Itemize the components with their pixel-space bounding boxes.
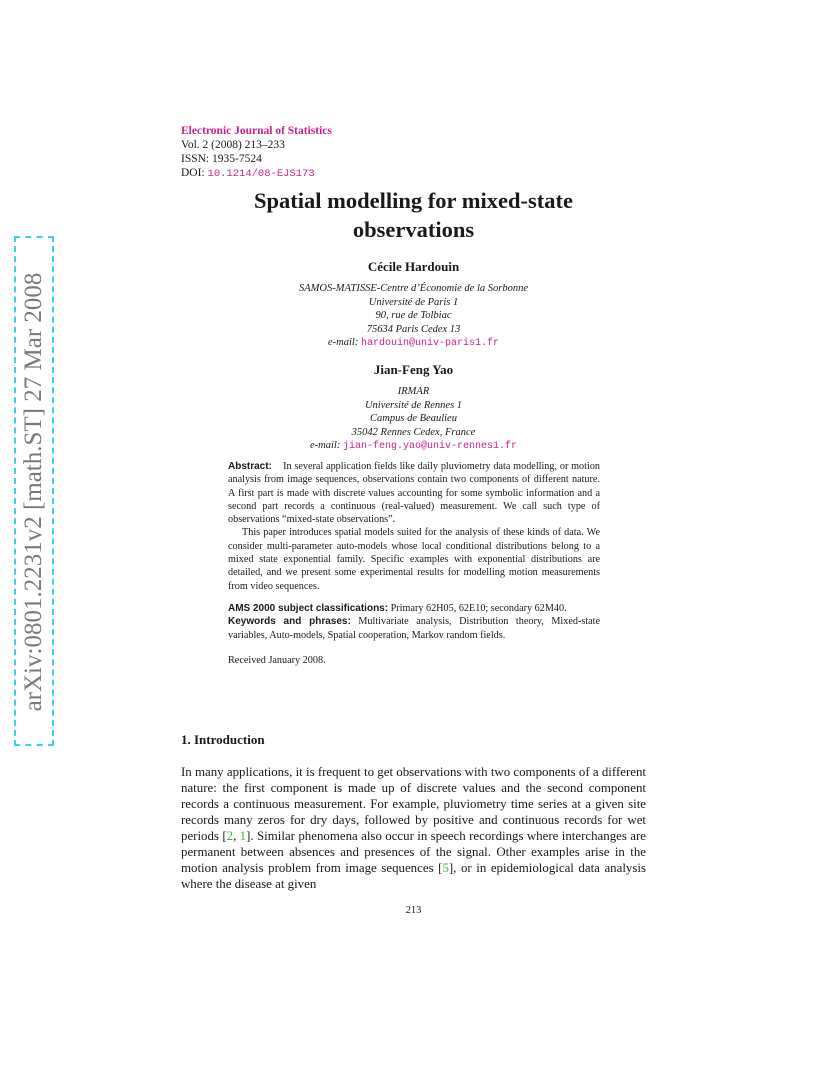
paper-title bbox=[181, 186, 646, 244]
journal-issn: ISSN: 1935-7524 bbox=[181, 153, 262, 165]
paper-title-line2: observations bbox=[352, 217, 475, 242]
author-affiliation bbox=[181, 385, 646, 454]
author-name: Cécile Hardouin bbox=[367, 259, 460, 274]
abstract-para2: This paper introduces spatial models suited for the analysis of these kinds of data. We consider multi-parameter auto-models whose local conditional distributions belong to a mixed state exponential family. Specific examples with exponential distributions are detailed, and we present some experimental results for modelling motion measurements from video sequences. bbox=[228, 527, 600, 592]
intro-paragraph bbox=[181, 764, 646, 892]
abstract bbox=[228, 460, 600, 667]
affiliation-line: 75634 Paris Cedex 13 bbox=[366, 323, 461, 335]
paper-title-line1: Spatial modelling for mixed-state bbox=[254, 188, 573, 213]
intro-text: In many applications, it is frequent to get observations with two components of a different nature: the first component is made up of discrete values and the second component records a continuous measurement. For example, pluviometry time series at a given site records many zeros for dry days, followed by positive and continuous records for wet periods [ bbox=[181, 765, 646, 843]
author-email-line bbox=[181, 439, 646, 454]
affiliation-line: SAMOS-MATISSE-Centre d’Économie de la Sorbonne bbox=[298, 283, 528, 294]
author-affiliation bbox=[181, 282, 646, 351]
arxiv-stamp: arXiv:0801.2231v2 [math.ST] 27 Mar 2008 bbox=[20, 272, 47, 712]
affiliation-line: IRMAR bbox=[397, 386, 430, 397]
ams-label: AMS 2000 subject classifications: bbox=[228, 602, 389, 614]
citation-link[interactable]: 2 bbox=[226, 829, 234, 843]
doi-label: DOI: bbox=[181, 167, 205, 179]
affiliation-line: 90, rue de Tolbiac bbox=[375, 310, 452, 322]
doi-link[interactable]: 10.1214/08-EJS173 bbox=[207, 168, 315, 180]
journal-volume: Vol. 2 (2008) 213–233 bbox=[181, 139, 285, 151]
abstract-label: Abstract: bbox=[228, 461, 272, 472]
journal-name[interactable]: Electronic Journal of Statistics bbox=[181, 125, 332, 137]
email-label: e-mail: bbox=[328, 337, 359, 349]
intro-text: ], or in epidemiological data analysis where the disease at given bbox=[181, 861, 646, 891]
abstract-para1: In several application fields like daily pluviometry data modelling, or motion analysis from image sequences, observations contain two components of different nature. A first part is made with discrete values accounting for some symbolic information and a second part records a continuous (real-valued) measurement. We call such type of observations “mixed-state observations”. bbox=[228, 461, 601, 526]
citation-link[interactable]: 5 bbox=[442, 861, 449, 875]
affiliation-line: Campus de Beaulieu bbox=[370, 413, 457, 425]
affiliation-line: Université de Rennes 1 bbox=[364, 399, 463, 411]
affiliation-line: Université de Paris 1 bbox=[368, 296, 459, 308]
ams-text: Primary 62H05, 62E10; secondary 62M40. bbox=[390, 602, 567, 614]
affiliation-line: 35042 Rennes Cedex, France bbox=[351, 426, 476, 438]
author-email-link[interactable]: hardouin@univ-paris1.fr bbox=[360, 338, 499, 350]
intro-text: , bbox=[233, 829, 240, 843]
author-email-link[interactable]: jian-feng.yao@univ-rennes1.fr bbox=[342, 441, 517, 453]
email-label: e-mail: bbox=[310, 440, 341, 452]
keywords-label: Keywords and phrases: bbox=[228, 616, 351, 628]
journal-doi bbox=[181, 166, 332, 181]
author-name: Jian-Feng Yao bbox=[373, 362, 454, 377]
keywords-text: Multivariate analysis, Distribution theory, Mixed-state variables, Auto-models, Spatial cooperation, Markov random fields. bbox=[228, 616, 601, 641]
page-number: 213 bbox=[405, 905, 422, 916]
citation-link[interactable]: 1 bbox=[239, 829, 247, 843]
intro-text: ]. Similar phenomena also occur in speech recordings where interchanges are permanent between absences and presences of the signal. Other examples arise in the motion analysis problem from image sequences [ bbox=[181, 829, 646, 875]
author-email-line bbox=[181, 336, 646, 351]
section-heading: 1. Introduction bbox=[181, 732, 265, 747]
received-date: Received January 2008. bbox=[228, 654, 326, 666]
journal-info bbox=[181, 124, 332, 181]
